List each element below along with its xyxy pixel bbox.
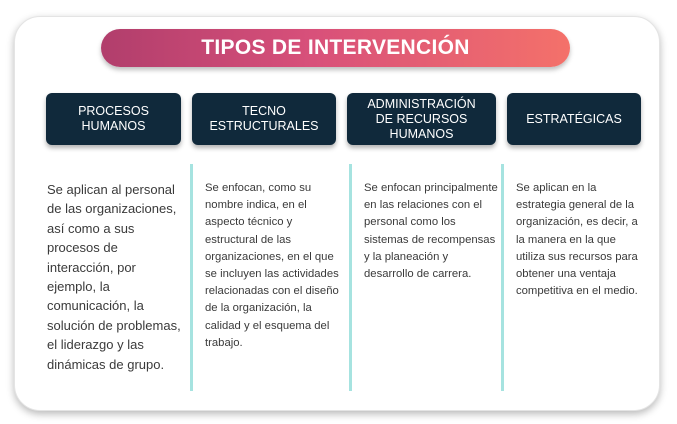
description-procesos-humanos: Se aplican al personal de las organizaciones, así como a sus procesos de interacción, por ejemplo, la comunicación, la solución de problemas, el liderazgo y las dinámicas de grupo. [47,182,181,372]
header-label: PROCESOS HUMANOS [78,104,149,133]
header-tecno-estructurales [192,93,336,145]
page-title: TIPOS DE INTERVENCIÓN [201,36,470,59]
header-label: TECNO ESTRUCTURALES [209,104,319,133]
description-estrategicas: Se aplican en la estrategia general de la organización, es decir, a la manera en la que utiliza sus recursos para obtener una ventaja competitiva en el medio. [516,182,638,298]
description-administracion-rrhh: Se enfocan principalmente en las relaciones con el personal como los sistemas de recompensas y la planeación y desarrollo de carrera. [364,182,498,281]
column-divider [349,164,352,391]
header-administracion-rrhh [347,93,496,145]
header-estrategicas [507,93,641,145]
header-procesos-humanos [46,93,181,145]
column-divider [501,164,504,391]
header-label: ADMINISTRACIÓN DE RECURSOS HUMANOS [367,96,476,141]
description-tecno-estructurales: Se enfocan, como su nombre indica, en el aspecto técnico y estructural de las organizaciones, en el que se incluyen las actividades relacionadas con el diseño de la organización, la calidad y el esquema del trabajo. [205,182,339,349]
header-label: ESTRATÉGICAS [526,111,622,126]
column-divider [190,164,193,391]
title-banner [101,29,570,67]
